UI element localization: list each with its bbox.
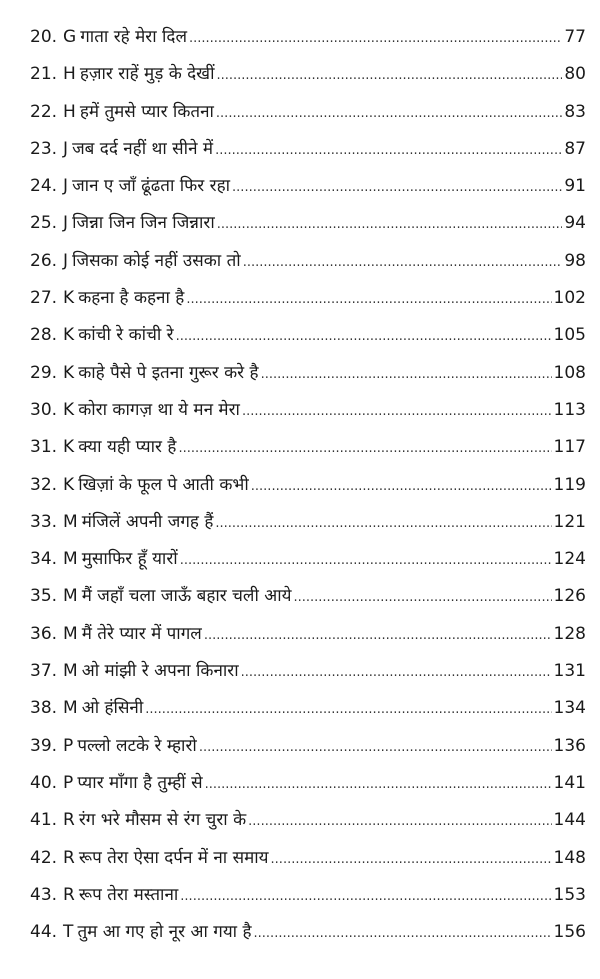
entry-title: खिज़ां के फूल पे आती कभी <box>78 474 249 495</box>
entry-page: 136 <box>553 735 586 756</box>
entry-title: क्या यही प्यार है <box>78 437 177 458</box>
entry-number: 28. <box>30 325 58 346</box>
toc-row-22 <box>30 101 586 138</box>
entry-number: 31. <box>30 437 58 458</box>
entry-title: कहना है कहना है <box>78 288 185 309</box>
entry-number: 27. <box>30 288 58 309</box>
toc-row-24 <box>30 175 586 212</box>
entry-title: काहे पैसे पे इतना गुरूर करे है <box>78 362 259 383</box>
entry-number: 20. <box>30 27 58 47</box>
entry-title: ओ हंसिनी <box>81 698 144 719</box>
dot-leader <box>186 289 551 311</box>
toc-row-28 <box>30 324 586 361</box>
entry-title: हमें तुमसे प्यार कितना <box>79 101 214 122</box>
toc-row-29 <box>30 362 586 399</box>
entry-page: 94 <box>564 213 586 234</box>
entry-letter: M <box>63 623 78 644</box>
entry-title: रूप तेरा मस्ताना <box>78 884 179 905</box>
entry-title: ओ मांझी रे अपना किनारा <box>81 661 239 682</box>
dot-leader <box>145 699 551 721</box>
entry-page: 105 <box>553 325 586 346</box>
toc-row-42 <box>30 847 586 884</box>
entry-number: 29. <box>30 362 58 383</box>
entry-title: मैं जहाँ चला जाऊँ बहार चली आये <box>81 586 292 607</box>
entry-letter: J <box>63 213 69 234</box>
entry-page: 141 <box>553 772 586 793</box>
entry-title: रंग भरे मौसम से रंग चुरा के <box>78 810 247 831</box>
dot-leader <box>189 28 562 50</box>
dot-leader <box>241 662 552 684</box>
entry-number: 24. <box>30 176 58 197</box>
dot-leader <box>216 103 562 125</box>
entry-title: कांची रे कांची रे <box>78 325 174 346</box>
entry-letter: M <box>63 549 78 570</box>
entry-page: 126 <box>553 586 586 607</box>
entry-letter: M <box>63 586 78 607</box>
entry-title: तुम आ गए हो नूर आ गया है <box>77 922 252 943</box>
entry-page: 77 <box>564 27 586 47</box>
dot-leader <box>248 811 551 833</box>
entry-number: 30. <box>30 399 58 420</box>
entry-letter: K <box>63 437 75 458</box>
toc-row-37 <box>30 660 586 697</box>
entry-number: 26. <box>30 250 58 271</box>
dot-leader <box>199 737 552 759</box>
entry-title: प्यार माँगा है तुम्हीं से <box>77 772 203 793</box>
entry-page: 87 <box>564 138 586 159</box>
entry-number: 42. <box>30 847 58 868</box>
toc-row-26 <box>30 250 586 287</box>
entry-letter: M <box>63 511 78 532</box>
toc-row-27 <box>30 287 586 324</box>
entry-number: 25. <box>30 213 58 234</box>
entry-letter: R <box>63 847 75 868</box>
entry-title: पल्लो लटके रे म्हारो <box>77 735 197 756</box>
entry-page: 153 <box>553 884 586 905</box>
entry-page: 98 <box>564 250 586 271</box>
entry-page: 144 <box>553 810 586 831</box>
entry-title: हज़ार राहें मुड़ के देखीं <box>79 64 215 85</box>
dot-leader <box>217 214 563 236</box>
entry-page: 91 <box>564 176 586 197</box>
entry-letter: K <box>63 474 75 495</box>
entry-letter: J <box>63 250 69 271</box>
entry-number: 37. <box>30 661 58 682</box>
table-of-contents <box>30 26 586 958</box>
entry-page: 124 <box>553 549 586 570</box>
entry-page: 102 <box>553 288 586 309</box>
toc-row-30 <box>30 399 586 436</box>
dot-leader <box>176 326 552 348</box>
entry-title: जान ए जाँ ढूंढता फिर रहा <box>72 176 231 197</box>
toc-row-38 <box>30 697 586 734</box>
dot-leader <box>243 252 563 274</box>
entry-letter: K <box>63 288 75 309</box>
toc-row-35 <box>30 585 586 622</box>
entry-page: 128 <box>553 623 586 644</box>
entry-page: 148 <box>553 847 586 868</box>
dot-leader <box>242 401 552 423</box>
dot-leader <box>294 587 552 609</box>
toc-row-21 <box>30 63 586 100</box>
entry-page: 134 <box>553 698 586 719</box>
entry-page: 83 <box>564 101 586 122</box>
entry-number: 22. <box>30 101 58 122</box>
entry-letter: P <box>63 772 74 793</box>
entry-title: जिसका कोई नहीं उसका तो <box>72 250 241 271</box>
entry-title: जब दर्द नहीं था सीने में <box>72 138 214 159</box>
entry-letter: J <box>63 138 69 159</box>
entry-page: 80 <box>564 64 586 85</box>
toc-row-32 <box>30 474 586 511</box>
entry-page: 131 <box>553 661 586 682</box>
entry-letter: K <box>63 325 75 346</box>
entry-page: 113 <box>553 399 586 420</box>
dot-leader <box>204 625 552 647</box>
entry-number: 40. <box>30 772 58 793</box>
entry-title: मंजिलें अपनी जगह हैं <box>81 511 214 532</box>
toc-row-43 <box>30 884 586 921</box>
entry-title: मुसाफिर हूँ यारों <box>81 549 178 570</box>
dot-leader <box>215 513 551 535</box>
entry-page: 108 <box>553 362 586 383</box>
toc-row-33 <box>30 511 586 548</box>
entry-number: 23. <box>30 138 58 159</box>
dot-leader <box>180 886 551 908</box>
entry-letter: P <box>63 735 74 756</box>
entry-number: 21. <box>30 64 58 85</box>
toc-row-41 <box>30 809 586 846</box>
entry-letter: H <box>63 64 76 85</box>
entry-title: मैं तेरे प्यार में पागल <box>81 623 202 644</box>
entry-letter: G <box>63 27 77 47</box>
dot-leader <box>180 550 552 572</box>
entry-number: 41. <box>30 810 58 831</box>
toc-row-40 <box>30 772 586 809</box>
entry-number: 44. <box>30 922 58 943</box>
toc-row-39 <box>30 735 586 772</box>
entry-number: 32. <box>30 474 58 495</box>
toc-row-31 <box>30 436 586 473</box>
entry-number: 34. <box>30 549 58 570</box>
entry-number: 36. <box>30 623 58 644</box>
entry-page: 117 <box>553 437 586 458</box>
toc-row-34 <box>30 548 586 585</box>
dot-leader <box>251 476 552 498</box>
entry-title: कोरा कागज़ था ये मन मेरा <box>78 399 240 420</box>
dot-leader <box>215 140 562 162</box>
entry-letter: R <box>63 884 75 905</box>
entry-number: 33. <box>30 511 58 532</box>
entry-letter: H <box>63 101 76 122</box>
dot-leader <box>178 438 551 460</box>
dot-leader <box>271 849 552 871</box>
entry-number: 39. <box>30 735 58 756</box>
entry-title: जिन्ना जिन जिन जिन्नारा <box>72 213 215 234</box>
entry-letter: M <box>63 661 78 682</box>
entry-letter: K <box>63 362 75 383</box>
entry-letter: T <box>63 922 74 943</box>
entry-page: 119 <box>553 474 586 495</box>
entry-letter: M <box>63 698 78 719</box>
toc-row-36 <box>30 623 586 660</box>
entry-number: 43. <box>30 884 58 905</box>
entry-number: 38. <box>30 698 58 719</box>
dot-leader <box>254 923 552 945</box>
entry-letter: J <box>63 176 69 197</box>
toc-row-20 <box>30 26 586 63</box>
dot-leader <box>232 177 562 199</box>
entry-page: 156 <box>553 922 586 943</box>
entry-title: गाता रहे मेरा दिल <box>80 27 187 47</box>
entry-letter: K <box>63 399 75 420</box>
dot-leader <box>205 774 552 796</box>
entry-letter: R <box>63 810 75 831</box>
dot-leader <box>217 65 563 87</box>
dot-leader <box>261 364 552 386</box>
toc-row-44 <box>30 921 586 958</box>
entry-title: रूप तेरा ऐसा दर्पन में ना समाय <box>78 847 269 868</box>
toc-row-25 <box>30 212 586 249</box>
entry-page: 121 <box>553 511 586 532</box>
toc-row-23 <box>30 138 586 175</box>
entry-number: 35. <box>30 586 58 607</box>
